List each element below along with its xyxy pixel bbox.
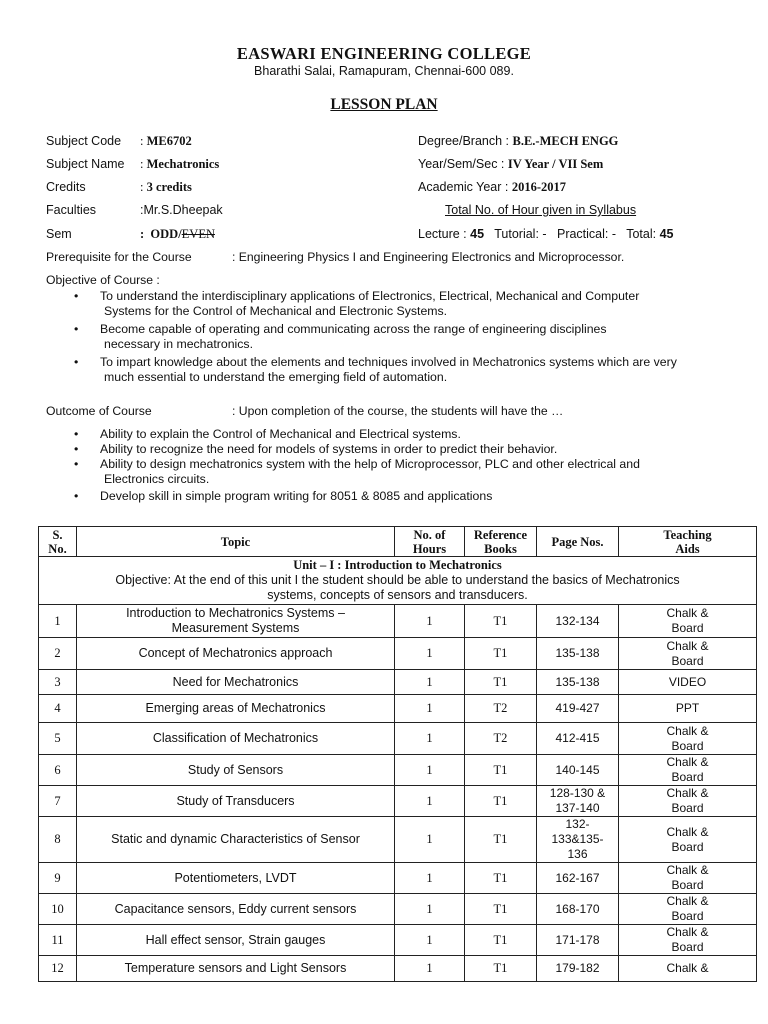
- outcome-item-line: Develop skill in simple program writing for 8051 & 8085 and applications: [100, 489, 493, 503]
- row-sno: 4: [39, 695, 77, 723]
- subject-code-value: ME6702: [146, 134, 192, 148]
- row-reference: T1: [465, 956, 537, 982]
- table-row: [39, 638, 757, 670]
- row-reference: T1: [465, 755, 537, 786]
- row-pages: 132- 133&135- 136: [537, 817, 619, 863]
- row-topic: Introduction to Mechatronics Systems – Measurement Systems: [77, 605, 395, 638]
- row-pages: 135-138: [537, 670, 619, 695]
- row-reference: T1: [465, 817, 537, 863]
- row-topic: Need for Mechatronics: [77, 670, 395, 695]
- header-aids: Teaching Aids: [619, 527, 757, 557]
- hours-breakdown: [418, 227, 674, 241]
- outcome-item: [46, 489, 746, 504]
- subject-name: : Mechatronics: [140, 157, 220, 171]
- lecture-label: Lecture :: [418, 227, 467, 241]
- subject-name-label: Subject Name: [46, 157, 125, 171]
- year: Year/Sem/Sec : IV Year / VII Sem: [418, 157, 604, 171]
- row-aids: Chalk & Board: [619, 863, 757, 894]
- practical-value: Practical: -: [556, 227, 617, 241]
- row-aids: VIDEO: [619, 670, 757, 695]
- row-reference: T1: [465, 605, 537, 638]
- faculties-value: :Mr.S.Dheepak: [140, 203, 223, 217]
- prereq-value: : Engineering Physics I and Engineering Electronics and Microprocessor.: [232, 250, 625, 264]
- bullet-icon: •: [74, 457, 79, 471]
- row-aids: Chalk & Board: [619, 755, 757, 786]
- objective-item-line: To understand the interdisciplinary applications of Electronics, Electrical, Mechanical and Computer: [100, 289, 640, 303]
- credits: : 3 credits: [140, 180, 192, 194]
- table-row: [39, 956, 757, 982]
- unit-row: [39, 557, 757, 605]
- row-pages: 412-415: [537, 723, 619, 755]
- row-sno: 10: [39, 894, 77, 925]
- row-aids: Chalk & Board: [619, 817, 757, 863]
- row-topic: Study of Transducers: [77, 786, 395, 817]
- table-row: [39, 925, 757, 956]
- row-reference: T1: [465, 786, 537, 817]
- credits-label: Credits: [46, 180, 86, 194]
- row-hours: 1: [395, 723, 465, 755]
- total-value: 45: [659, 227, 674, 241]
- row-aids: Chalk & Board: [619, 925, 757, 956]
- unit-objective-line2: systems, concepts of sensors and transducers.: [267, 588, 528, 602]
- row-topic: Temperature sensors and Light Sensors: [77, 956, 395, 982]
- college-name: EASWARI ENGINEERING COLLEGE: [236, 44, 532, 63]
- row-pages: 128-130 & 137-140: [537, 786, 619, 817]
- table-row: [39, 670, 757, 695]
- row-hours: 1: [395, 894, 465, 925]
- degree-label: Degree/Branch: [418, 134, 503, 148]
- row-sno: 6: [39, 755, 77, 786]
- bullet-icon: •: [74, 355, 79, 369]
- row-topic: Concept of Mechatronics approach: [77, 638, 395, 670]
- sem-even-struck: EVEN: [181, 227, 215, 241]
- total-hours-heading: Total No. of Hour given in Syllabus: [445, 203, 637, 217]
- outcome-item: [46, 442, 746, 457]
- row-sno: 12: [39, 956, 77, 982]
- row-sno: 5: [39, 723, 77, 755]
- outcome-label: Outcome of Course: [46, 404, 152, 418]
- tutorial-value: Tutorial: -: [494, 227, 547, 241]
- outcome-intro: : Upon completion of the course, the students will have the …: [232, 404, 564, 418]
- row-aids: Chalk & Board: [619, 638, 757, 670]
- row-hours: 1: [395, 638, 465, 670]
- credits-value: 3 credits: [146, 180, 192, 194]
- faculties-label: Faculties: [46, 203, 97, 217]
- academic-year-label: Academic Year: [418, 180, 502, 194]
- row-aids: Chalk & Board: [619, 723, 757, 755]
- row-aids: Chalk & Board: [619, 605, 757, 638]
- outcome-item-line: Electronics circuits.: [104, 472, 210, 486]
- row-sno: 7: [39, 786, 77, 817]
- row-reference: T2: [465, 695, 537, 723]
- college-address: Bharathi Salai, Ramapuram, Chennai-600 089.: [254, 64, 514, 78]
- row-hours: 1: [395, 695, 465, 723]
- table-row: [39, 605, 757, 638]
- objective-item-line: Systems for the Control of Mechanical and Electronic Systems.: [104, 304, 448, 318]
- row-topic: Static and dynamic Characteristics of Sensor: [77, 817, 395, 863]
- row-hours: 1: [395, 670, 465, 695]
- row-topic: Emerging areas of Mechatronics: [77, 695, 395, 723]
- row-pages: 132-134: [537, 605, 619, 638]
- row-hours: 1: [395, 817, 465, 863]
- objective-item-line: necessary in mechatronics.: [104, 337, 253, 351]
- academic-year-value: 2016-2017: [511, 180, 566, 194]
- subject-code: : ME6702: [140, 134, 192, 148]
- lecture-value: 45: [470, 227, 485, 241]
- subject-name-value: Mechatronics: [146, 157, 220, 171]
- row-pages: 171-178: [537, 925, 619, 956]
- bullet-icon: •: [74, 427, 79, 441]
- table-row: [39, 863, 757, 894]
- outcome-list: [46, 427, 746, 504]
- table-row: [39, 894, 757, 925]
- objective-item: [46, 355, 746, 385]
- table-row: [39, 817, 757, 863]
- lesson-table: [38, 526, 757, 982]
- outcome-item-line: Ability to explain the Control of Mechanical and Electrical systems.: [100, 427, 461, 441]
- row-sno: 1: [39, 605, 77, 638]
- sem-value: : ODD/EVEN: [140, 227, 215, 241]
- subject-code-label: Subject Code: [46, 134, 122, 148]
- objective-item-line: much essential to understand the emerging field of automation.: [104, 370, 448, 384]
- unit-objective-line1: Objective: At the end of this unit I the student should be able to understand the basics of Mechatronics: [115, 573, 680, 587]
- objective-item-line: To impart knowledge about the elements and techniques involved in Mechatronics systems which are very: [100, 355, 677, 369]
- degree: Degree/Branch : B.E.-MECH ENGG: [418, 134, 619, 148]
- row-hours: 1: [395, 755, 465, 786]
- row-reference: T1: [465, 894, 537, 925]
- row-pages: 179-182: [537, 956, 619, 982]
- unit-title: Unit – I : Introduction to Mechatronics: [293, 558, 502, 572]
- row-topic: Hall effect sensor, Strain gauges: [77, 925, 395, 956]
- row-sno: 8: [39, 817, 77, 863]
- row-hours: 1: [395, 956, 465, 982]
- row-reference: T1: [465, 863, 537, 894]
- unit-cell: [39, 557, 757, 605]
- row-topic: Potentiometers, LVDT: [77, 863, 395, 894]
- row-hours: 1: [395, 786, 465, 817]
- objective-item: [46, 289, 746, 319]
- table-header-row: [39, 527, 757, 557]
- bullet-icon: •: [74, 322, 79, 336]
- row-pages: 419-427: [537, 695, 619, 723]
- table-row: [39, 755, 757, 786]
- row-sno: 2: [39, 638, 77, 670]
- row-pages: 140-145: [537, 755, 619, 786]
- objective-list: [46, 289, 746, 388]
- row-reference: T2: [465, 723, 537, 755]
- row-sno: 11: [39, 925, 77, 956]
- row-hours: 1: [395, 605, 465, 638]
- bullet-icon: •: [74, 442, 79, 456]
- row-sno: 9: [39, 863, 77, 894]
- bullet-icon: •: [74, 289, 79, 303]
- objective-item-line: Become capable of operating and communicating across the range of engineering disciplines: [100, 322, 607, 336]
- row-pages: 162-167: [537, 863, 619, 894]
- row-reference: T1: [465, 670, 537, 695]
- outcome-item: [46, 457, 746, 487]
- sem-label: Sem: [46, 227, 72, 241]
- row-hours: 1: [395, 863, 465, 894]
- outcome-item-line: Ability to design mechatronics system with the help of Microprocessor, PLC and other electrical and: [100, 457, 640, 471]
- outcome-item-line: Ability to recognize the need for models of systems in order to predict their behavior.: [100, 442, 558, 456]
- header-topic: Topic: [77, 527, 395, 557]
- objective-item: [46, 322, 746, 352]
- table-row: [39, 695, 757, 723]
- row-aids: Chalk & Board: [619, 894, 757, 925]
- header-reference: Reference Books: [465, 527, 537, 557]
- row-aids: Chalk &: [619, 956, 757, 982]
- row-aids: PPT: [619, 695, 757, 723]
- year-value: IV Year / VII Sem: [507, 157, 604, 171]
- header-hours: No. of Hours: [395, 527, 465, 557]
- row-aids: Chalk & Board: [619, 786, 757, 817]
- row-hours: 1: [395, 925, 465, 956]
- header-pages: Page Nos.: [537, 527, 619, 557]
- row-pages: 135-138: [537, 638, 619, 670]
- row-sno: 3: [39, 670, 77, 695]
- sem-odd: ODD/: [150, 227, 182, 241]
- row-topic: Capacitance sensors, Eddy current sensors: [77, 894, 395, 925]
- table-row: [39, 786, 757, 817]
- bullet-icon: •: [74, 489, 79, 503]
- row-topic: Study of Sensors: [77, 755, 395, 786]
- row-topic: Classification of Mechatronics: [77, 723, 395, 755]
- row-pages: 168-170: [537, 894, 619, 925]
- header-sno: S. No.: [39, 527, 77, 557]
- degree-value: B.E.-MECH ENGG: [512, 134, 619, 148]
- row-reference: T1: [465, 925, 537, 956]
- row-reference: T1: [465, 638, 537, 670]
- year-label: Year/Sem/Sec: [418, 157, 498, 171]
- academic-year: Academic Year : 2016-2017: [418, 180, 566, 194]
- outcome-item: [46, 427, 746, 442]
- total-label: Total:: [626, 227, 657, 241]
- document-title: LESSON PLAN: [330, 96, 438, 113]
- table-row: [39, 723, 757, 755]
- objective-label: Objective of Course :: [46, 273, 160, 287]
- prereq-label: Prerequisite for the Course: [46, 250, 192, 264]
